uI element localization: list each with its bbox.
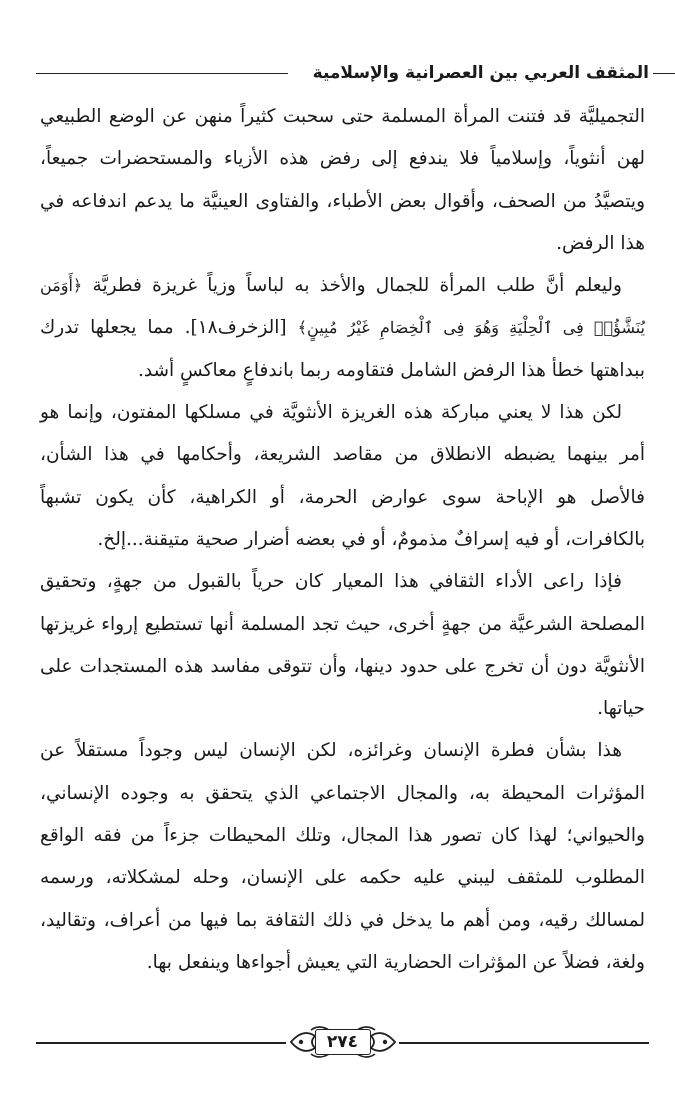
- paragraph-1: التجميليَّة قد فتنت المرأة المسلمة حتى سحبت كثيراً منهن عن الوضع الطبيعي لهن أنثوياً، وإسلامياً فلا يندفع إلى رفض هذه الأزياء والمستحضرات جميعاً، ويتصيَّدُ من الصحف، وأقوال بعض الأطباء، والفتاوى العينيَّة ما يدعم اندفاعه في هذا الرفض.: [40, 106, 645, 254]
- page-footer: [36, 1022, 649, 1062]
- header-rule-right: [653, 73, 675, 74]
- paragraph-4: فإذا راعى الأداء الثقافي هذا المعيار كان حرياً بالقبول من جهةٍ، وتحقيق المصلحة الشرعيَّة من جهةٍ أخرى، حيث تجد المسلمة أنها تستطيع إرواء غريزتها الأنثويَّة دون أن تخرج على حدود دينها، وأن تتوقى مفاسد هذه المستجدات على حياتها.: [40, 571, 645, 720]
- footer-rule-right: [399, 1042, 649, 1044]
- body-text: [40, 96, 645, 984]
- paragraph-3: لكن هذا لا يعني مباركة هذه الغريزة الأنثويَّة في مسلكها المفتون، وإنما هو أمر بينهما يضبطه الانطلاق من مقاصد الشريعة، وأحكامها في هذا الشأن، فالأصل هو الإباحة سوى عوارض الحرمة، أو الكراهية، كأن يكون تشبهاً بالكافرات، أو فيه إسرافٌ مذمومٌ، أو في بعضه أضرار صحية متيقنة...إلخ.: [40, 402, 645, 550]
- paragraph-2: [40, 265, 645, 392]
- paragraph-2-text-before: وليعلم أنَّ طلب المرأة للجمال والأخذ به لباساً وزياً غريزة فطريَّة: [82, 275, 622, 297]
- paragraph-5: هذا بشأن فطرة الإنسان وغرائزه، لكن الإنسان ليس وجوداً مستقلاً عن المؤثرات المحيطة به، والمجال الاجتماعي الذي يتحقق به وجوده الإنساني، والحيواني؛ لهذا كان تصور هذا المجال، وتلك المحيطات جزءاً من فقه الواقع المطلوب للمثقف ليبني عليه حكمه على الإنسان، وحله لمشكلاته، ورسمه لمسالك رقيه، ومن أهم ما يدخل في ذلك الثقافة بما فيها من أعراف، وتقاليد، ولغة، فضلاً عن المؤثرات الحضارية التي يعيش أجواءها وينفعل بها.: [40, 740, 645, 973]
- page-number: ٢٧٤: [315, 1029, 371, 1055]
- header-title: المثقف العربي بين العصرانية والإسلامية: [312, 63, 649, 83]
- footer-rule-left: [36, 1042, 286, 1044]
- header-rule-left: [36, 73, 288, 74]
- quran-verse: ﴿أَوَمَن يُنَشَّؤُا۟ فِى ٱلْحِلْيَةِ وَهُوَ فِى ٱلْخِصَامِ غَيْرُ مُبِينٍ﴾: [40, 276, 645, 338]
- paragraph-2-text-after: [الزخرف١٨]. مما يجعلها تدرك ببداهتها خطأ هذا الرفض الشامل فتقاومه ربما باندفاعٍ معاكسٍ أشد.: [40, 317, 645, 381]
- running-header: [36, 60, 649, 86]
